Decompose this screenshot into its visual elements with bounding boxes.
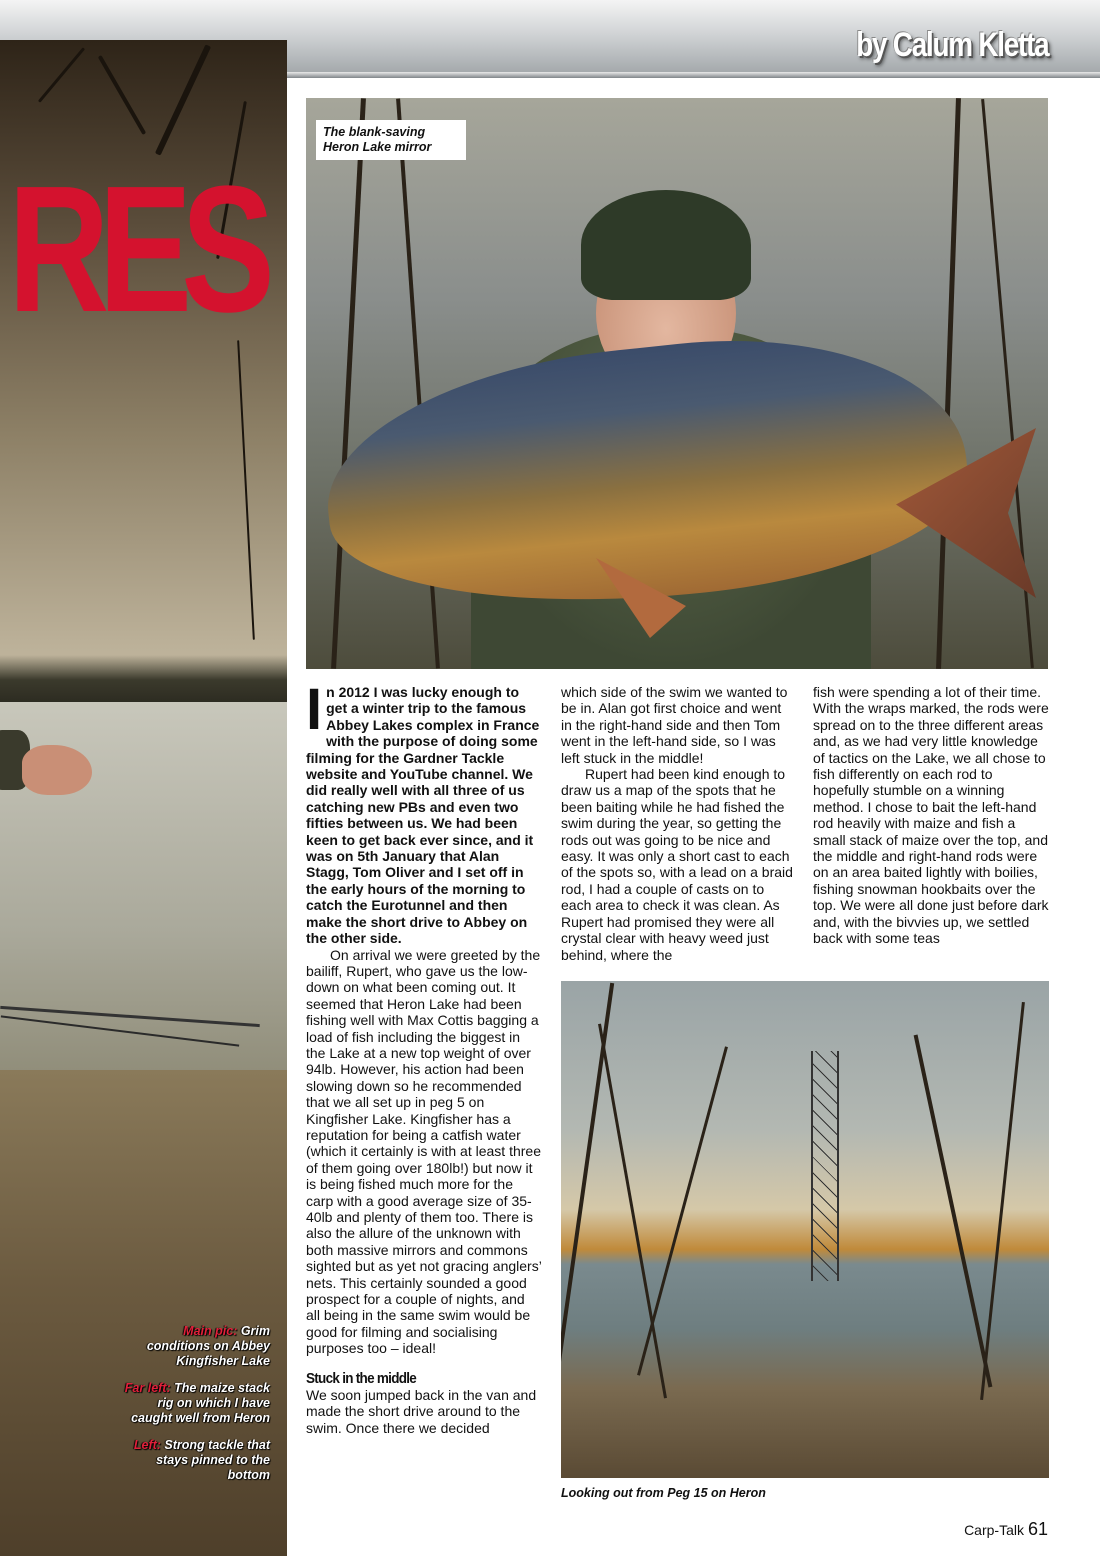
electricity-pylon [811, 1051, 839, 1281]
second-photo-lake-view [561, 981, 1049, 1478]
article-paragraph: fish were spending a lot of their time. With the wraps marked, the rods were spread on to the three different areas and, as we had very little knowledge of tactics on the Lake, we all chose to fish differently on each rod to hopefully stumble on a winning method. I chose to bait the left-hand rod heavily with maize and fish a small stack of maize over the top, and the middle and right-hand rods were on an area baited lightly with boilies, fishing snowman hookbaits over the top. We were all done just before dark and, with the bivvies up, we settled back with some teas [813, 684, 1049, 947]
page-number: 61 [1027, 1519, 1048, 1539]
headline-fragment: RES [8, 149, 264, 350]
article-paragraph: Rupert had been kind enough to draw us a map of the spots that he been baiting while he had fished the swim during the year, so getting the rods out was going to be nice and easy. It was only a short cast to each of the spots so, with a lead on a braid rod, I had a couple of casts on to each area to check it was clean. As Rupert had promised they were all crystal clear with heavy weed just behind, where the [561, 766, 793, 963]
side-captions [118, 1324, 270, 1495]
article-column-2 [561, 684, 793, 963]
treeline [0, 655, 287, 705]
main-photo-caption: The blank-saving Heron Lake mirror [316, 120, 466, 160]
beanie-hat [581, 190, 751, 300]
article-paragraph: which side of the swim we wanted to be in. Alan got first choice and went in the right-hand side and then Tom went in the left-hand side, so I was left stuck in the middle! [561, 684, 788, 766]
article-paragraph: We soon jumped back in the van and made the short drive around to the swim. Once there we decided [306, 1387, 537, 1436]
article-column-1 [306, 677, 542, 1436]
main-photo-angler-with-carp [306, 98, 1048, 669]
byline: by Calum Kletta [855, 26, 1048, 64]
caption-left: Left: Strong tackle that stays pinned to the bottom [133, 1438, 270, 1482]
second-photo-caption: Looking out from Peg 15 on Heron [561, 1486, 766, 1500]
caption-main-pic: Main pic: Grim conditions on Abbey Kingfisher Lake [146, 1324, 270, 1368]
magazine-name: Carp-Talk [964, 1522, 1024, 1538]
drop-cap: I [306, 677, 323, 742]
article-column-3 [813, 684, 1049, 947]
article-subhead: Stuck in the middle [306, 1369, 417, 1387]
article-paragraph: On arrival we were greeted by the bailiff, Rupert, who gave us the low-down on what been coming out. It seemed that Heron Lake had been fishing well with Max Cottis bagging a load of fish including the biggest in the Lake at a new top weight of over 94lb. However, his action had been slowing down so he recommended that we all set up in peg 5 on Kingfisher Lake. Kingfisher has a reputation for being a catfish water (which it certainly is with at least three of them going over 180lb!) but now it is being fished much more for the carp with a good average size of 35-40lb and plenty of them too. There is also the allure of the unknown with both massive mirrors and commons sighted but as yet not gracing anglers’ nets. This certainly sounded a good prospect for a couple of nights, and all being in the same swim would be good for filming and socialising purposes too – ideal! [306, 946, 542, 1357]
article-intro: In 2012 I was lucky enough to get a winter trip to the famous Abbey Lakes complex in France with the purpose of doing some filming for the Gardner Tackle website and YouTube channel. We did really well with all three of us catching new PBs and even two fifties between us. We had been keen to get back ever since, and it was on 5th January that Alan Stagg, Tom Oliver and I set off in the early hours of the morning to catch the Eurotunnel and then make the short drive to Abbey on the other side. [306, 677, 540, 947]
page-footer [964, 1519, 1048, 1540]
angler-hand [22, 745, 92, 795]
caption-far-left: Far left: The maize stack rig on which I have caught well from Heron [124, 1381, 270, 1425]
